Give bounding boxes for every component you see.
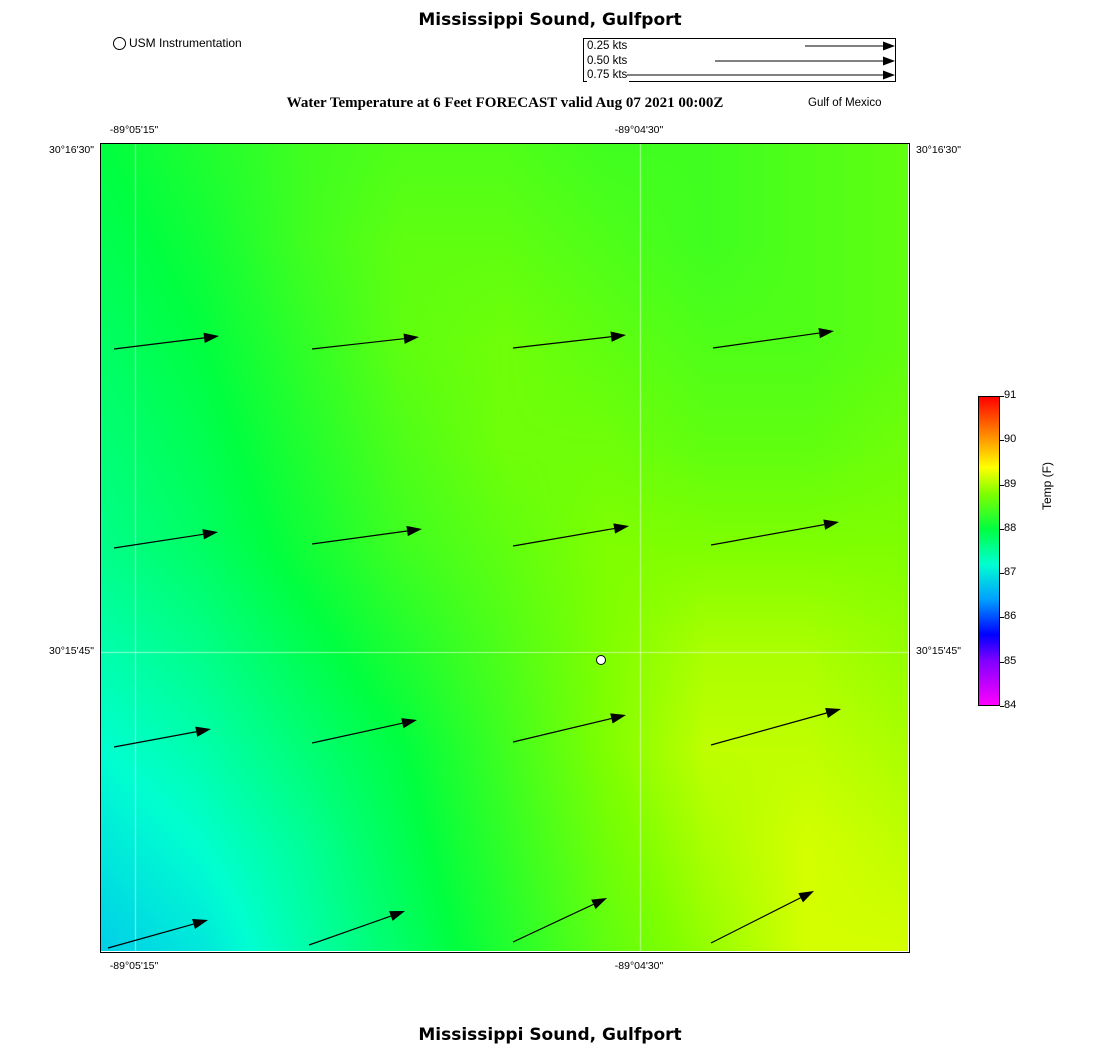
current-vector-head	[613, 523, 629, 533]
current-vector-shaft	[513, 904, 593, 942]
colorbar-tick: 87	[1004, 566, 1017, 579]
current-vector-head	[611, 332, 626, 342]
usm-instrumentation-station[interactable]	[596, 655, 606, 665]
current-vector-head	[389, 911, 405, 921]
colorbar-tick-mark	[1000, 529, 1004, 530]
current-vector-shaft	[711, 713, 827, 745]
colorbar-tick: 89	[1004, 477, 1017, 490]
current-vector-head	[610, 713, 626, 723]
region-label: Gulf of Mexico	[808, 97, 882, 109]
colorbar-tick: 91	[1004, 389, 1017, 401]
colorbar-tick-mark	[1000, 573, 1004, 574]
current-vector-layer	[101, 144, 908, 951]
y-tick-left: 30°15'45"	[49, 645, 94, 657]
vector-key-label-3: 0.75 kts	[587, 69, 628, 82]
map-plot-area[interactable]	[100, 143, 910, 953]
circle-marker-icon	[113, 37, 126, 50]
colorbar	[978, 396, 1000, 706]
x-tick-top: -89°05'15"	[109, 124, 159, 136]
current-vector-head	[195, 727, 211, 737]
current-vector-shaft	[513, 718, 611, 742]
current-vector-head	[192, 919, 208, 929]
current-vector-shaft	[713, 333, 819, 348]
current-vector-shaft	[114, 338, 204, 349]
current-vector-head	[818, 328, 834, 338]
current-vector-shaft	[114, 534, 203, 548]
vector-key-label-2: 0.50 kts	[587, 54, 628, 67]
current-vector-head	[798, 891, 814, 902]
current-vector-shaft	[108, 924, 194, 948]
vector-key-label-1: 0.25 kts	[587, 40, 628, 52]
colorbar-tick-mark	[1000, 396, 1004, 397]
colorbar-gradient	[979, 397, 999, 705]
colorbar-tick: 88	[1004, 521, 1017, 534]
instrumentation-legend	[113, 36, 242, 50]
colorbar-tick-mark	[1000, 662, 1004, 663]
colorbar-tick: 86	[1004, 610, 1017, 623]
colorbar-tick-mark	[1000, 617, 1004, 618]
page-title-bottom: Mississippi Sound, Gulfport	[418, 1025, 682, 1045]
x-tick-bottom: -89°05'15"	[109, 960, 159, 972]
colorbar-tick: 85	[1004, 654, 1017, 667]
colorbar-tick-mark	[1000, 440, 1004, 441]
current-vector-shaft	[711, 898, 801, 943]
colorbar-tick: 90	[1004, 433, 1017, 446]
current-vector-head	[823, 520, 839, 530]
current-vector-shaft	[309, 916, 391, 945]
vector-scale-key	[583, 38, 896, 82]
current-vector-shaft	[312, 531, 407, 544]
colorbar-tick-mark	[1000, 485, 1004, 486]
colorbar-tick: 84	[1004, 699, 1017, 711]
current-vector-shaft	[513, 337, 611, 348]
y-tick-right: 30°15'45"	[916, 645, 961, 657]
colorbar-title: Temp (F)	[1040, 462, 1054, 510]
current-vector-shaft	[711, 525, 824, 545]
x-tick-bottom: -89°04'30"	[614, 960, 664, 972]
current-vector-shaft	[312, 339, 404, 349]
vector-key-arrow-3	[617, 68, 895, 87]
page-title: Mississippi Sound, Gulfport	[418, 10, 682, 30]
current-vector-head	[406, 526, 422, 536]
current-vector-head	[404, 334, 419, 344]
y-tick-left: 30°16'30"	[49, 144, 94, 156]
x-tick-top: -89°04'30"	[614, 124, 664, 136]
current-vector-shaft	[312, 723, 402, 743]
current-vector-head	[203, 333, 219, 343]
current-vector-head	[202, 529, 218, 539]
current-vector-head	[825, 708, 841, 718]
current-vector-shaft	[114, 732, 196, 747]
current-vector-head	[591, 898, 607, 909]
chart-subtitle: Water Temperature at 6 Feet FORECAST valid Aug 07 2021 00:00Z	[286, 95, 724, 111]
current-vector-head	[401, 718, 417, 728]
instrumentation-legend-label: USM Instrumentation	[129, 36, 242, 50]
colorbar-tick-mark	[1000, 706, 1004, 707]
current-vector-shaft	[513, 529, 614, 546]
y-tick-right: 30°16'30"	[916, 144, 961, 156]
